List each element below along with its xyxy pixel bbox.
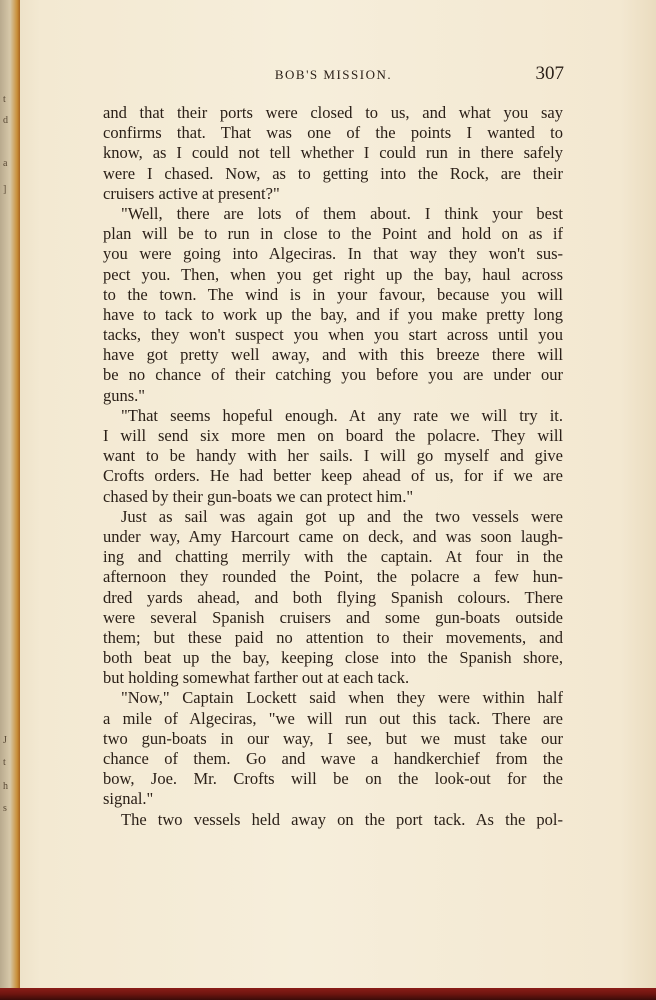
text-line: were several Spanish cruisers and some gun-boats outside <box>103 607 563 627</box>
text-line: confirms that. That was one of the points I wanted to <box>103 123 563 143</box>
adjacent-page-margin <box>0 0 14 1000</box>
margin-fragment: h <box>3 781 8 792</box>
text-line: bow, Joe. Mr. Crofts will be on the look-out for the <box>103 769 563 789</box>
text-line: a mile of Algeciras, "we will run out this tack. There are <box>103 708 563 728</box>
book-bottom-edge <box>0 988 656 1000</box>
text-line: know, as I could not tell whether I could run in there safely <box>103 143 563 163</box>
text-line: both beat up the bay, keeping close into the Spanish shore, <box>103 648 563 668</box>
body-text <box>103 103 563 830</box>
margin-fragment: t <box>3 757 6 768</box>
text-line: and that their ports were closed to us, and what you say <box>103 103 563 122</box>
text-line: but holding somewhat farther out at each tack. <box>103 668 410 688</box>
text-line: ing and chatting merrily with the captain. At four in the <box>103 547 563 567</box>
text-line: them; but these paid no attention to their movements, and <box>103 627 563 647</box>
text-line: Just as sail was again got up and the two vessels were <box>121 506 563 526</box>
text-line: signal." <box>103 789 154 809</box>
page-number: 307 <box>535 63 564 84</box>
text-line: guns." <box>103 385 146 405</box>
text-line: tacks, they won't suspect you when you start across until you <box>103 325 563 345</box>
text-line: plan will be to run in close to the Point and hold on as if <box>103 224 563 244</box>
text-line: "Now," Captain Lockett said when they were within half <box>121 688 563 708</box>
page-header <box>103 63 564 87</box>
text-line: have to tack to work up the bay, and if you make pretty long <box>103 304 563 324</box>
margin-fragment: s <box>3 803 7 814</box>
running-title: BOB'S MISSION. <box>274 67 393 82</box>
text-line: under way, Amy Harcourt came on deck, and was soon laugh- <box>103 526 563 546</box>
text-line: pect you. Then, when you get right up the bay, haul across <box>103 264 563 284</box>
text-line: The two vessels held away on the port tack. As the pol- <box>121 809 563 829</box>
text-line: you were going into Algeciras. In that way they won't sus- <box>103 244 563 264</box>
text-line: have got pretty well away, and with this breeze there will <box>103 345 563 365</box>
text-line: "Well, there are lots of them about. I think your best <box>121 203 563 223</box>
text-line: were I chased. Now, as to getting into the Rock, are their <box>103 163 563 183</box>
text-line: Crofts orders. He had better keep ahead of us, for if we are <box>103 466 563 486</box>
margin-fragment: ] <box>3 184 7 195</box>
text-line: two gun-boats in our way, I see, but we must take our <box>103 728 563 748</box>
text-line: I will send six more men on board the polacre. They will <box>103 426 563 445</box>
text-line: chased by their gun-boats we can protect him." <box>103 486 414 506</box>
text-line: dred yards ahead, and both flying Spanish colours. There <box>103 587 563 607</box>
text-line: "That seems hopeful enough. At any rate we will try it. <box>121 405 563 425</box>
text-line: be no chance of their catching you before you are under our <box>103 365 563 385</box>
text-line: want to be handy with her sails. I will go myself and give <box>103 446 563 466</box>
text-line: chance of them. Go and wave a handkerchief from the <box>103 749 563 768</box>
margin-fragment: a <box>3 158 8 169</box>
text-line: cruisers active at present?" <box>103 183 280 203</box>
margin-fragment: J <box>3 735 7 746</box>
text-line: afternoon they rounded the Point, the polacre a few hun- <box>103 567 563 587</box>
text-line: to the town. The wind is in your favour, because you will <box>103 284 563 304</box>
margin-fragment: d <box>3 115 8 126</box>
margin-fragment: t <box>3 94 6 105</box>
